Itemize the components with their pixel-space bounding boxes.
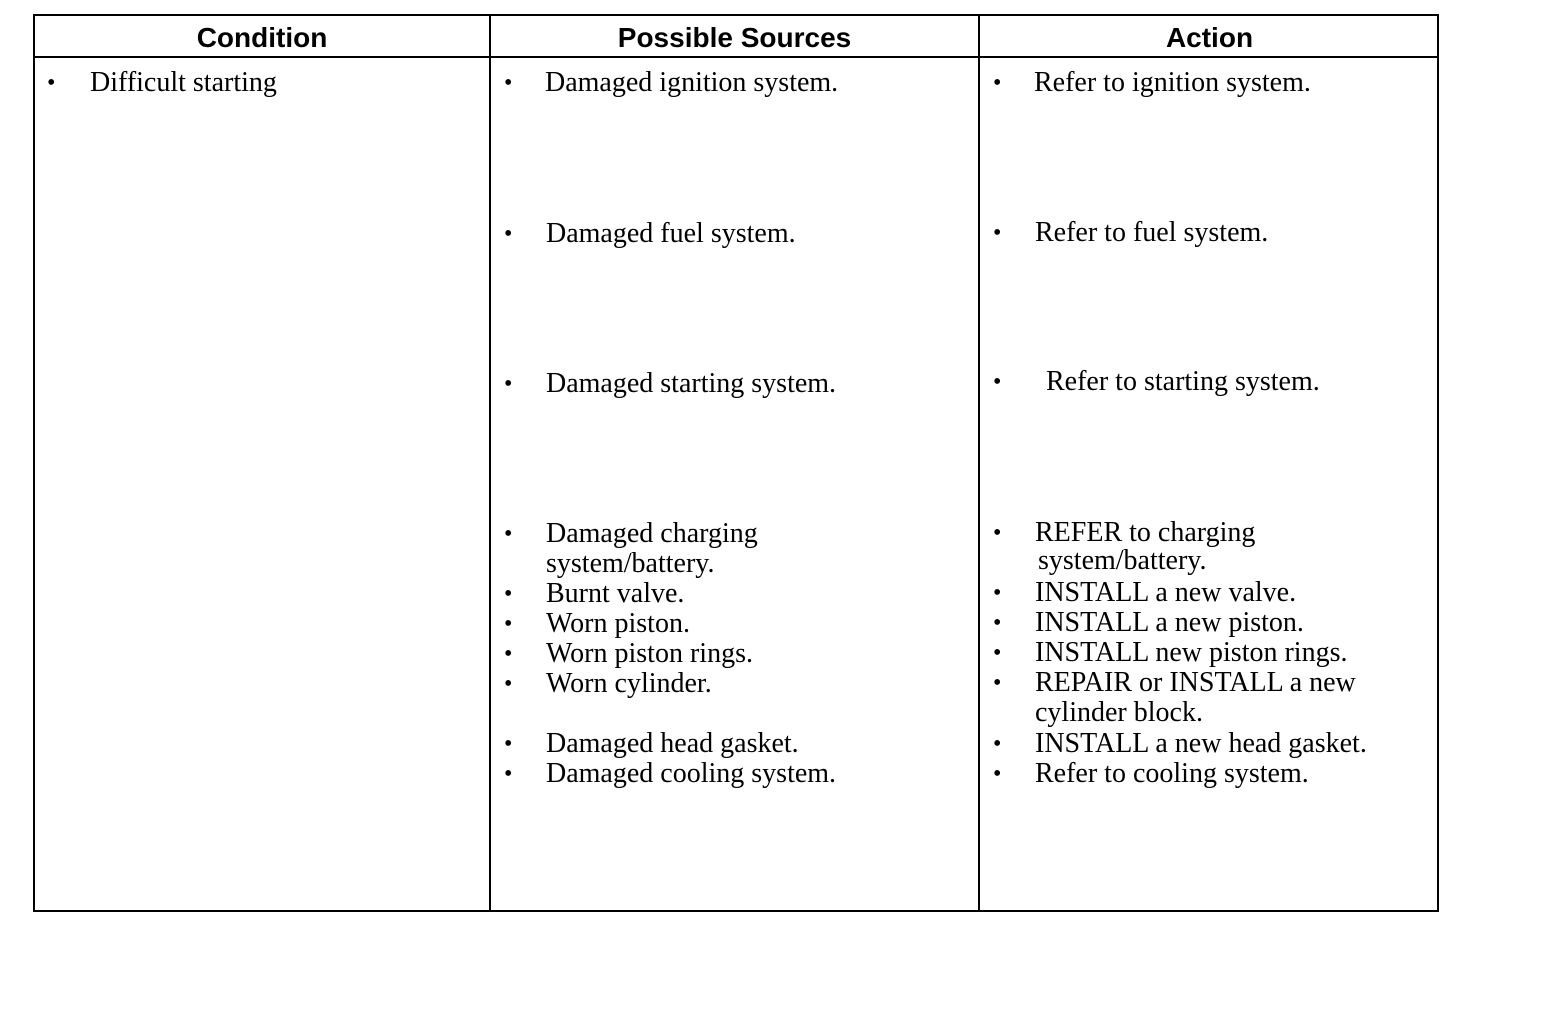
source-item: Burnt valve. <box>546 578 685 609</box>
action-item: INSTALL a new valve. <box>1035 577 1297 608</box>
source-item: Damaged starting system. <box>546 368 837 399</box>
bullet: • <box>993 369 1002 395</box>
bullet: • <box>504 731 513 757</box>
bullet: • <box>504 371 513 397</box>
header-possible-sources: Possible Sources <box>617 22 852 53</box>
source-item: Damaged charging <box>546 518 758 549</box>
bullet: • <box>504 611 513 637</box>
header-action: Action <box>1165 22 1254 53</box>
action-item: Refer to ignition system. <box>1034 67 1311 98</box>
action-item: REPAIR or INSTALL a new <box>1035 667 1356 698</box>
bullet: • <box>993 670 1002 696</box>
bullet: • <box>504 671 513 697</box>
action-item: cylinder block. <box>1035 697 1203 728</box>
column-divider <box>978 16 980 910</box>
action-item: system/battery. <box>1038 545 1207 576</box>
bullet: • <box>504 70 513 96</box>
source-item: Worn piston rings. <box>546 638 753 669</box>
bullet: • <box>993 520 1002 546</box>
troubleshooting-table <box>33 14 1439 912</box>
bullet: • <box>504 221 513 247</box>
bullet: • <box>993 220 1002 246</box>
bullet: • <box>993 731 1002 757</box>
source-item: system/battery. <box>546 548 715 579</box>
action-item: Refer to cooling system. <box>1035 758 1309 789</box>
source-item: Damaged ignition system. <box>545 67 839 98</box>
condition-item: Difficult starting <box>90 67 277 98</box>
action-item: INSTALL new piston rings. <box>1035 637 1348 668</box>
source-item: Damaged cooling system. <box>546 758 837 789</box>
action-item: Refer to starting system. <box>1046 366 1320 397</box>
source-item: Damaged fuel system. <box>546 218 796 249</box>
column-divider <box>489 16 491 910</box>
bullet: • <box>993 580 1002 606</box>
source-item: Damaged head gasket. <box>546 728 799 759</box>
bullet: • <box>993 761 1002 787</box>
bullet: • <box>504 521 513 547</box>
bullet: • <box>504 581 513 607</box>
action-item: INSTALL a new piston. <box>1035 607 1304 638</box>
header-condition: Condition <box>196 22 328 53</box>
bullet: • <box>993 610 1002 636</box>
action-item: INSTALL a new head gasket. <box>1035 728 1367 759</box>
header-divider <box>35 56 1437 58</box>
bullet: • <box>993 640 1002 666</box>
bullet: • <box>504 761 513 787</box>
source-item: Worn cylinder. <box>546 668 712 699</box>
action-item: REFER to charging <box>1035 517 1256 548</box>
bullet: • <box>504 641 513 667</box>
bullet: • <box>993 70 1002 96</box>
action-item: Refer to fuel system. <box>1035 217 1269 248</box>
source-item: Worn piston. <box>546 608 690 639</box>
bullet: • <box>47 70 56 96</box>
